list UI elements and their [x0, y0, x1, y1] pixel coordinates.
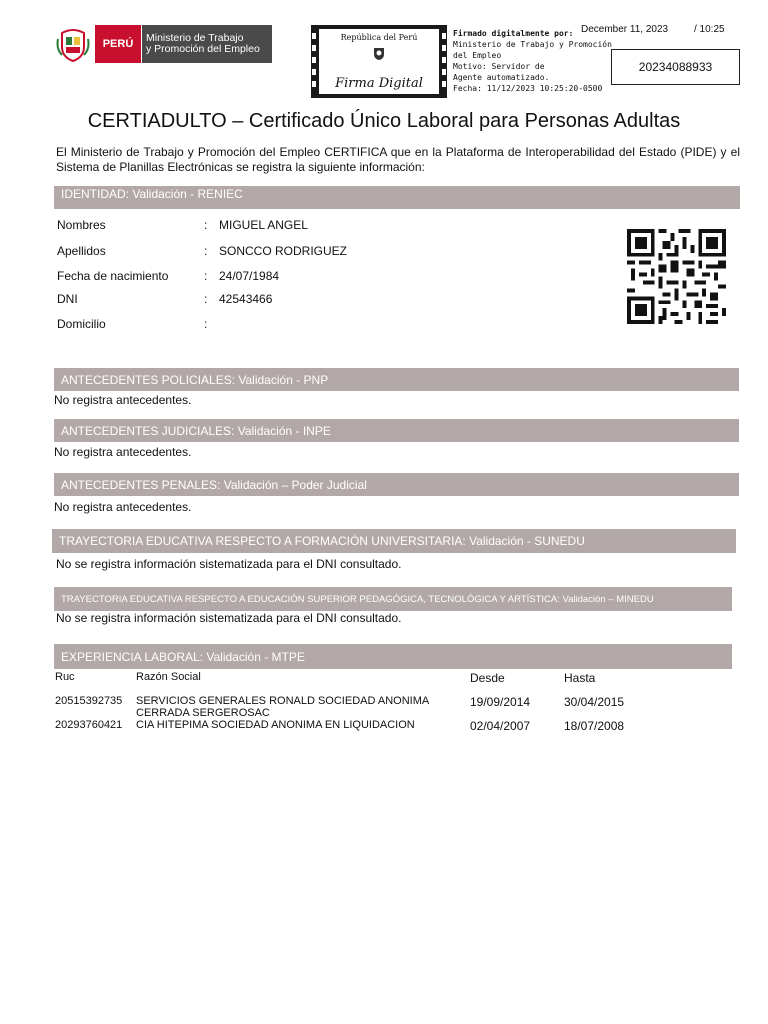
higher-ed-result: No se registra información sistematizada para el DNI consultado. — [56, 611, 402, 625]
document-title: CERTIADULTO – Certificado Único Laboral para Personas Adultas — [87, 110, 681, 132]
stamp-top-text: República del Perú — [340, 33, 418, 42]
coat-of-arms-logo — [56, 25, 90, 63]
row-hasta: 30/04/2015 — [564, 695, 625, 709]
judicial-section-header: ANTECEDENTES JUDICIALES: Validación - INPE — [54, 419, 739, 442]
intro-paragraph: El Ministerio de Trabajo y Promoción del Empleo CERTIFICA que en la Plataforma de Interoperabilidad del Estado (PIDE) y el Sistema de Planillas Electrónicas se registra la siguiente información: — [56, 145, 740, 174]
certificate-code: 20234088933 — [611, 49, 740, 85]
value-fecha-nacimiento: 24/07/1984 — [219, 269, 280, 283]
row-razon-social: CIA HITEPIMA SOCIEDAD ANONIMA EN LIQUIDACION — [136, 719, 415, 731]
judicial-result: No registra antecedentes. — [54, 445, 192, 459]
penal-section-header: ANTECEDENTES PENALES: Validación – Poder Judicial — [54, 473, 739, 496]
row-razon-social: SERVICIOS GENERALES RONALD SOCIEDAD ANONIMA — [136, 695, 430, 707]
row-desde: 19/09/2014 — [470, 695, 531, 709]
ministry-logo: Ministerio de Trabajo y Promoción del Empleo — [142, 25, 272, 63]
column-header-ruc: Ruc — [55, 671, 75, 683]
column-header-razon-social: Razón Social — [136, 671, 201, 683]
row-ruc: 20293760421 — [55, 719, 123, 731]
column-header-desde: Desde — [470, 671, 505, 685]
signature-details — [453, 28, 612, 94]
signature-line: Fecha: 11/12/2023 10:25:20-0500 — [453, 84, 603, 93]
row-ruc: 20515392735 — [55, 695, 123, 707]
qr-code — [627, 229, 726, 324]
value-nombres: MIGUEL ANGEL — [219, 218, 308, 232]
colon: : — [204, 269, 208, 283]
university-section-header: TRAYECTORIA EDUCATIVA RESPECTO A FORMACIÓN UNIVERSITARIA: Validación - SUNEDU — [52, 529, 736, 553]
higher-ed-section-header: TRAYECTORIA EDUCATIVA RESPECTO A EDUCACIÓN SUPERIOR PEDAGÓGICA, TECNOLÓGICA Y ARTÍSTICA: Validación – MINEDU — [54, 587, 732, 611]
value-apellidos: SONCCO RODRIGUEZ — [219, 244, 348, 258]
identity-section-header: IDENTIDAD: Validación - RENIEC — [54, 186, 740, 209]
row-desde: 02/04/2007 — [470, 719, 531, 733]
label-dni: DNI — [57, 292, 78, 306]
seal-icon — [371, 45, 387, 61]
column-header-hasta: Hasta — [564, 671, 596, 685]
colon: : — [204, 292, 208, 306]
penal-result: No registra antecedentes. — [54, 500, 192, 514]
stamp-signature-text: Firma Digital — [335, 76, 423, 91]
police-section-header: ANTECEDENTES POLICIALES: Validación - PNP — [54, 368, 739, 391]
work-section-header: EXPERIENCIA LABORAL: Validación - MTPE — [54, 644, 732, 669]
colon: : — [204, 244, 208, 258]
label-nombres: Nombres — [57, 218, 106, 232]
issue-time: / 10:25 — [694, 24, 725, 35]
colon: : — [204, 218, 208, 232]
row-razon-social-cont: CERRADA SERGEROSAC — [136, 707, 270, 719]
colon: : — [204, 317, 208, 331]
signature-line: Firmado digitalmente por: — [453, 29, 574, 38]
police-result: No registra antecedentes. — [54, 393, 192, 407]
university-result: No se registra información sistematizada para el DNI consultado. — [56, 557, 402, 571]
label-domicilio: Domicilio — [57, 317, 106, 331]
label-fecha-nacimiento: Fecha de nacimiento — [57, 269, 169, 283]
signature-line: Motivo: Servidor de — [453, 62, 545, 71]
issue-date: December 11, 2023 — [581, 24, 669, 35]
digital-signature-stamp — [311, 25, 447, 98]
signature-line: Ministerio de Trabajo y Promoción — [453, 40, 612, 49]
row-hasta: 18/07/2008 — [564, 719, 625, 733]
signature-line: del Empleo — [453, 51, 502, 60]
signature-line: Agente automatizado. — [453, 73, 550, 82]
label-apellidos: Apellidos — [57, 244, 106, 258]
value-dni: 42543466 — [219, 292, 273, 306]
peru-logo: PERÚ — [95, 25, 141, 63]
